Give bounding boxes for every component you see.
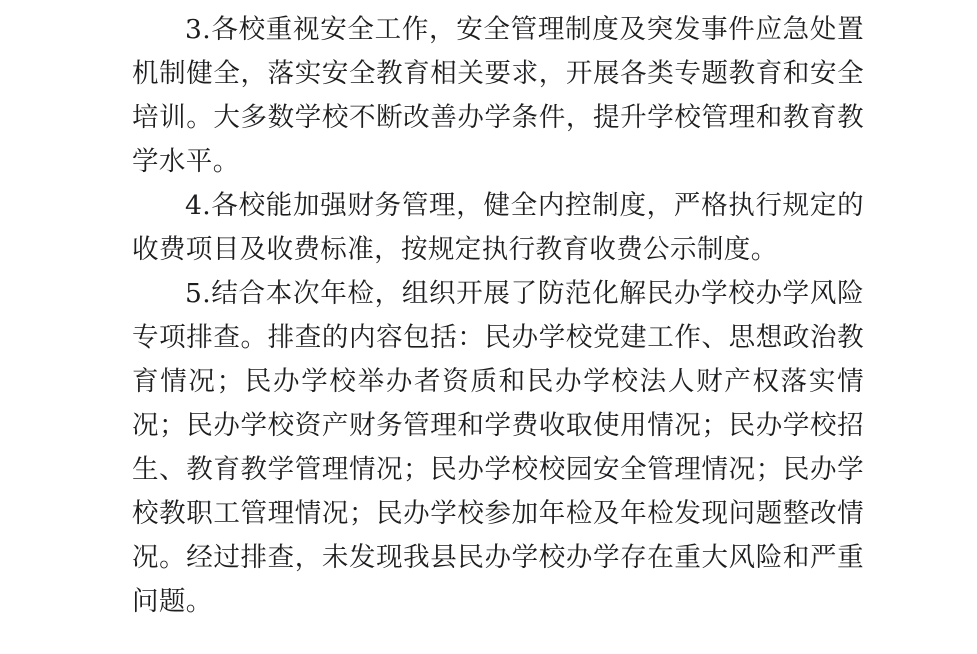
document-body	[132, 8, 864, 654]
paragraph-5: 5.结合本次年检，组织开展了防范化解民办学校办学风险专项排查。排查的内容包括：民办学校党建工作、思想政治教育情况；民办学校举办者资质和民办学校法人财产权落实情况；民办学校资产财务管理和学费收取使用情况；民办学校招生、教育教学管理情况；民办学校校园安全管理情况；民办学校教职工管理情况；民办学校参加年检及年检发现问题整改情况。经过排查，未发现我县民办学校办学存在重大风险和严重问题。	[132, 278, 864, 617]
paragraph-4: 4.各校能加强财务管理，健全内控制度，严格执行规定的收费项目及收费标准，按规定执行教育收费公示制度。	[132, 190, 864, 265]
bottom-spacer	[132, 624, 864, 654]
paragraph-3: 3.各校重视安全工作，安全管理制度及突发事件应急处置机制健全，落实安全教育相关要求，开展各类专题教育和安全培训。大多数学校不断改善办学条件，提升学校管理和教育教学水平。	[132, 14, 864, 177]
